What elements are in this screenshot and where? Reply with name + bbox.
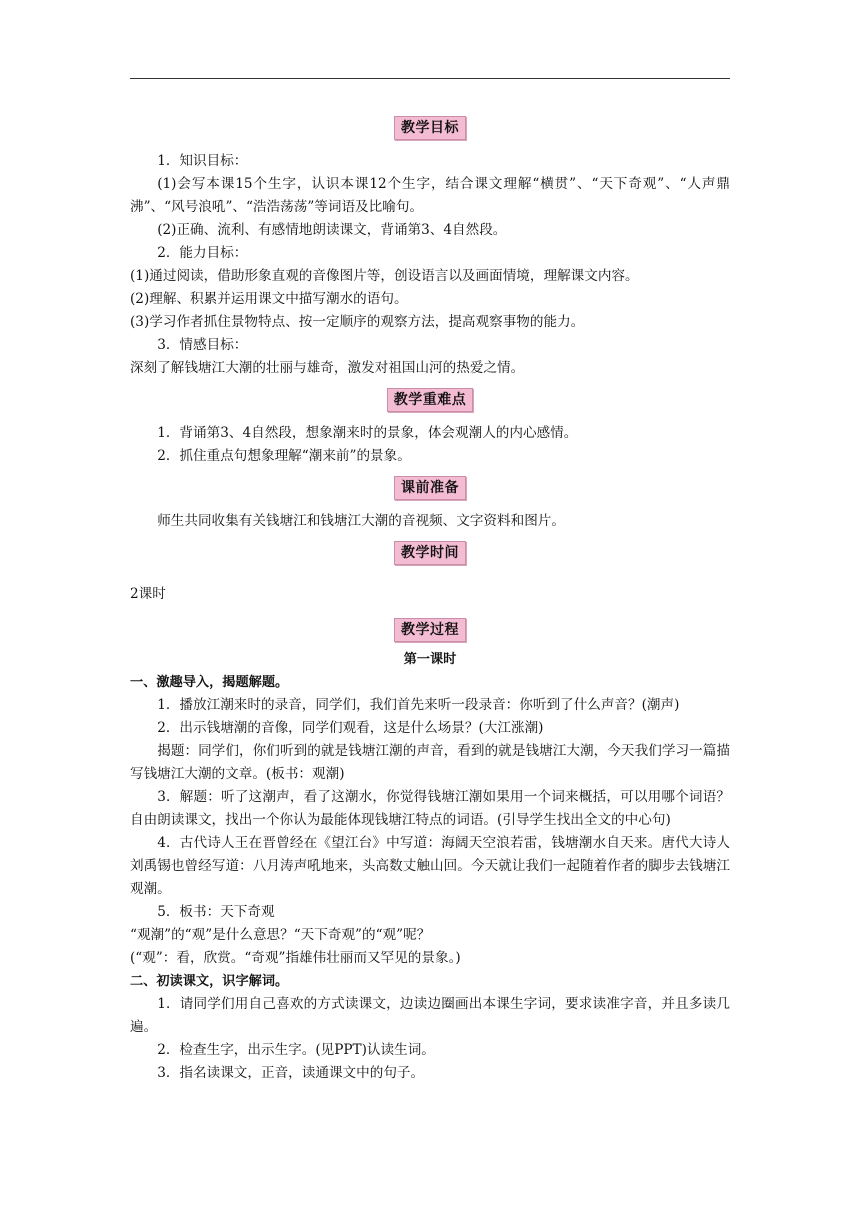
time-line: 2课时	[130, 586, 166, 602]
goals-line: (2)正确、流利、有感情地朗读课文，背诵第3、4自然段。	[157, 222, 507, 238]
section-heading-goals: 教学目标	[130, 116, 730, 142]
process-line: 5．板书：天下奇观	[157, 904, 275, 920]
goals-line: 3．情感目标：	[157, 337, 248, 353]
goals-line: (3)学习作者抓住景物特点、按一定顺序的观察方法，提高观察事物的能力。	[130, 314, 585, 330]
section-heading-preparation: 课前准备	[130, 476, 730, 502]
goals-line: 深刻了解钱塘江大潮的壮丽与雄奇，激发对祖国山河的热爱之情。	[130, 360, 525, 376]
key-points-line: 1．背诵第3、4自然段，想象潮来时的景象，体会观潮人的内心感情。	[157, 425, 578, 441]
header-rule	[130, 78, 730, 79]
process-line: 3．指名读课文，正音，读通课文中的句子。	[157, 1065, 425, 1081]
section-heading-time: 教学时间	[130, 541, 730, 567]
process-line: (“观”：看，欣赏。“奇观”指雄伟壮丽而又罕见的景象。)	[130, 950, 461, 966]
goals-line: 2．能力目标：	[157, 245, 248, 261]
process-line: 1．请同学们用自己喜欢的方式读课文，边读边圈画出本课生字词，要求读准字音，并且多读几遍。	[130, 996, 730, 1035]
process-line: 揭题：同学们，你们听到的就是钱塘江潮的声音，看到的就是钱塘江大潮，今天我们学习一篇描写钱塘江大潮的文章。(板书：观潮)	[130, 743, 730, 782]
goals-line: (1)会写本课15个生字，认识本课12个生字，结合课文理解“横贯”、“天下奇观”、“人声鼎沸”、“风号浪吼”、“浩浩荡荡”等词语及比喻句。	[130, 176, 730, 215]
section-heading-process: 教学过程	[130, 618, 730, 644]
process-line: 1．播放江潮来时的录音，同学们，我们首先来听一段录音：你听到了什么声音？(潮声)	[157, 697, 680, 713]
goals-line: (1)通过阅读，借助形象直观的音像图片等，创设语言以及画面情境，理解课文内容。	[130, 268, 639, 284]
process-line: “观潮”的“观”是什么意思？“天下奇观”的“观”呢？	[130, 927, 431, 943]
process-line: 2．出示钱塘潮的音像，同学们观看，这是什么场景？(大江涨潮)	[157, 720, 544, 736]
process-line: 2．检查生字，出示生字。(见PPT)认读生词。	[157, 1042, 435, 1058]
key-points-line: 2．抓住重点句想象理解“潮来前”的景象。	[157, 448, 411, 464]
process-line: 3．解题：听了这潮声，看了这潮水，你觉得钱塘江潮如果用一个词来概括，可以用哪个词语？自由朗读课文，找出一个你认为最能体现钱塘江特点的词语。(引导学生找出全文的中心句)	[130, 789, 730, 828]
goals-line: (2)理解、积累并运用课文中描写潮水的语句。	[130, 291, 408, 307]
goals-line: 1．知识目标：	[157, 153, 248, 169]
preparation-line: 师生共同收集有关钱塘江和钱塘江大潮的音视频、文字资料和图片。	[157, 513, 565, 529]
lesson-title: 第一课时	[403, 652, 457, 667]
document-body	[130, 114, 730, 1085]
part-title: 一、激趣导入，揭题解题。	[130, 675, 289, 690]
section-heading-key-points: 教学重难点	[130, 388, 730, 414]
part-title: 二、初读课文，识字解词。	[130, 974, 289, 989]
process-line: 4．古代诗人王在晋曾经在《望江台》中写道：海阔天空浪若雷，钱塘潮水自天来。唐代大诗人刘禹锡也曾经写道：八月涛声吼地来，头高数丈触山回。今天就让我们一起随着作者的脚步去钱塘江观潮。	[130, 835, 730, 897]
